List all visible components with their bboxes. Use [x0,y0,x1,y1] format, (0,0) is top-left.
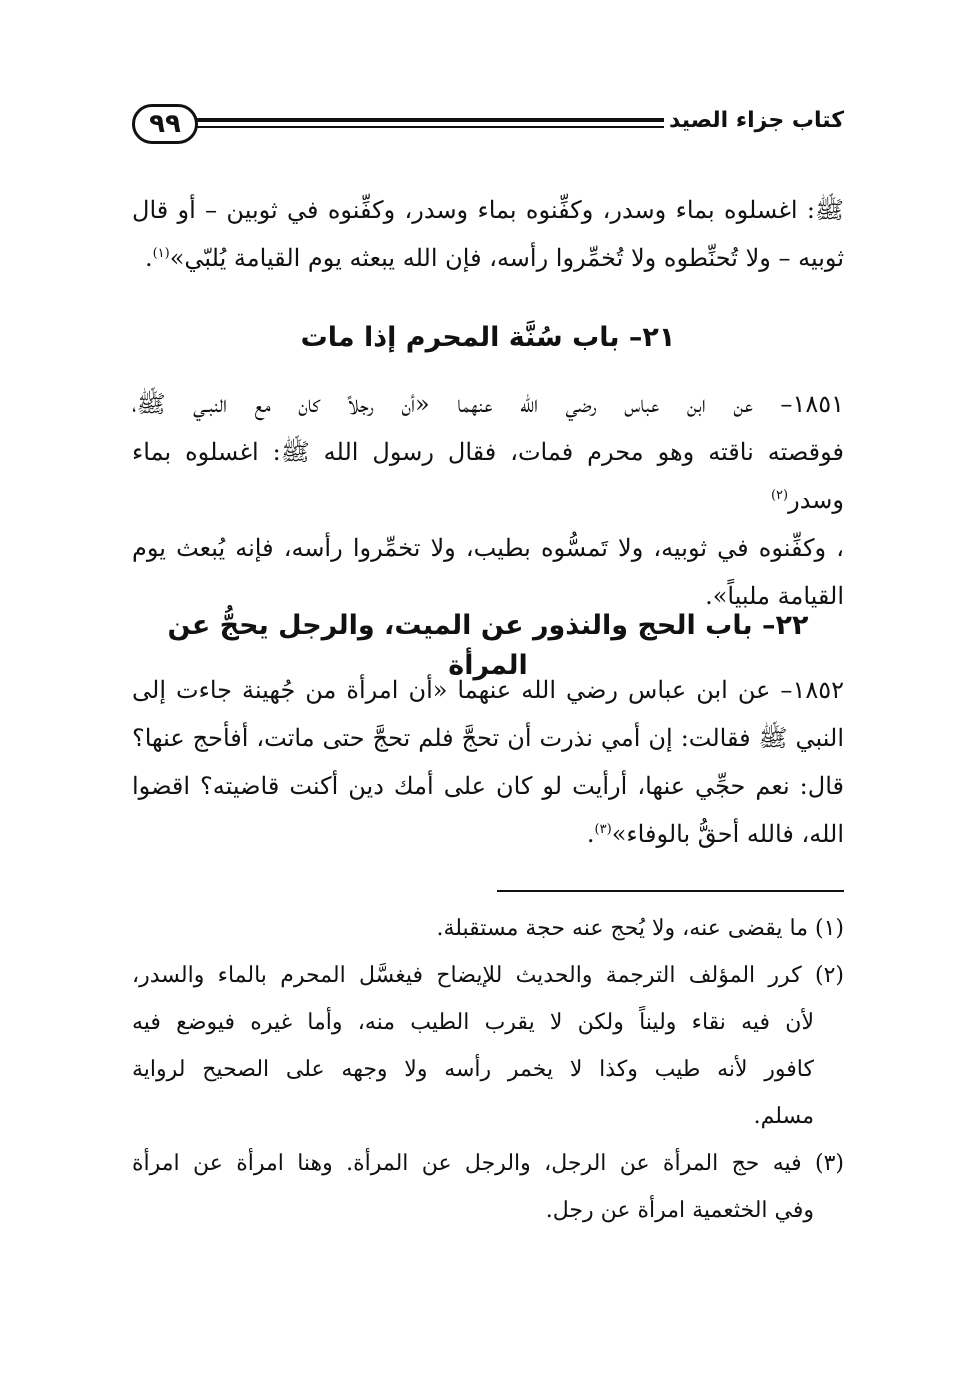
header-rule [196,118,664,130]
footnote-line: وفي الخثعمية امرأة عن رجل. [545,1198,814,1223]
hadith-line [132,810,844,858]
section-heading-21: ٢١– باب سُنَّة المحرم إذا مات [300,322,676,353]
hadith-line-text: فوقصته ناقته وهو محرم فمات، فقال رسول الله ﷺ: اغسلوه بماء وسدر [132,438,844,514]
page-number: ٩٩ [132,104,198,144]
hadith-line: ١٨٥٢– عن ابن عباس رضي الله عنهما «أن امرأة من جُهينة جاءت إلى [132,676,844,704]
hadith-1852 [132,666,844,858]
hadith-line: ، وكفِّنوه في ثوبيه، ولا تَمسُّوه بطيب، ولا تخمِّروا رأسه، فإنه يُبعث يوم [132,534,844,562]
paragraph-line-end: . [144,244,153,272]
footnotes [132,905,844,1234]
footnote-ref-3: (٣) [594,822,612,837]
header-rule-thick [196,118,664,122]
footnote-line [132,952,844,999]
paragraph-continuation [132,186,844,282]
book-title: كتاب جزاء الصيد [669,108,844,133]
footnote-separator [497,890,844,892]
hadith-line-text: الله، فالله أحقُّ بالوفاء» [611,820,844,848]
footnote-marker: (١) [814,916,844,941]
footnote-line [132,1140,844,1187]
footnote-marker: (٢) [814,963,844,988]
hadith-line [132,428,844,524]
footnote-3 [132,1140,844,1234]
footnote-ref-2: (٢) [770,488,789,503]
hadith-line: القيامة ملبياً». [705,582,844,610]
footnote-line: كافور لأنه طيب وكذا لا يخمر رأسه ولا وجهه على الصحيح لرواية [132,1057,814,1082]
footnote-line [132,905,844,952]
footnote-line: لأن فيه نقاء وليناً ولكن لا يقرب الطيب منه، وأما غيره فيوضع فيه [132,1010,814,1035]
paragraph-line-text: ثوبيه – ولا تُحنِّطوه ولا تُخمِّروا رأسه، فإن الله يبعثه يوم القيامة يُلبّي» [169,244,844,272]
footnote-ref-1: (١) [152,246,170,261]
paragraph-line: ﷺ: اغسلوه بماء وسدر، وكفِّنوه بماء وسدر، وكفِّنوه في ثوبين – أو قال [132,196,844,224]
hadith-1851 [132,380,844,620]
section-heading-22: ٢٢– باب الحج والنذور عن الميت، والرجل يحجُّ عن المرأة [167,610,809,681]
footnote-1 [132,905,844,952]
footnote-text: كرر المؤلف الترجمة والحديث للإيضاح فيغسَّل المحرم بالماء والسدر، [132,963,802,988]
hadith-line: قال: نعم حجِّي عنها، أرأيت لو كان على أمك دين أكنت قاضيته؟ اقضوا [132,772,844,800]
footnote-text: ما يقضى عنه، ولا يُحج عنه حجة مستقبلة. [436,916,808,941]
hadith-line: النبي ﷺ فقالت: إن أمي نذرت أن تحجَّ فلم تحجَّ حتى ماتت، أفأحج عنها؟ [132,724,844,752]
hadith-line-end: . [586,820,595,848]
footnote-2 [132,952,844,1140]
footnote-marker: (٣) [814,1151,844,1176]
paragraph-line [132,234,844,282]
page-header [132,104,844,150]
header-rule-thin [196,126,664,128]
footnote-line: مسلم. [753,1104,814,1129]
footnote-text: فيه حج المرأة عن الرجل، والرجل عن المرأة. وهنا امرأة عن امرأة [132,1151,802,1176]
hadith-line: ١٨٥١– عن ابن عباس رضي الله عنهما «أن رجلاً كان مع النبـي ﷺ، [132,390,844,418]
